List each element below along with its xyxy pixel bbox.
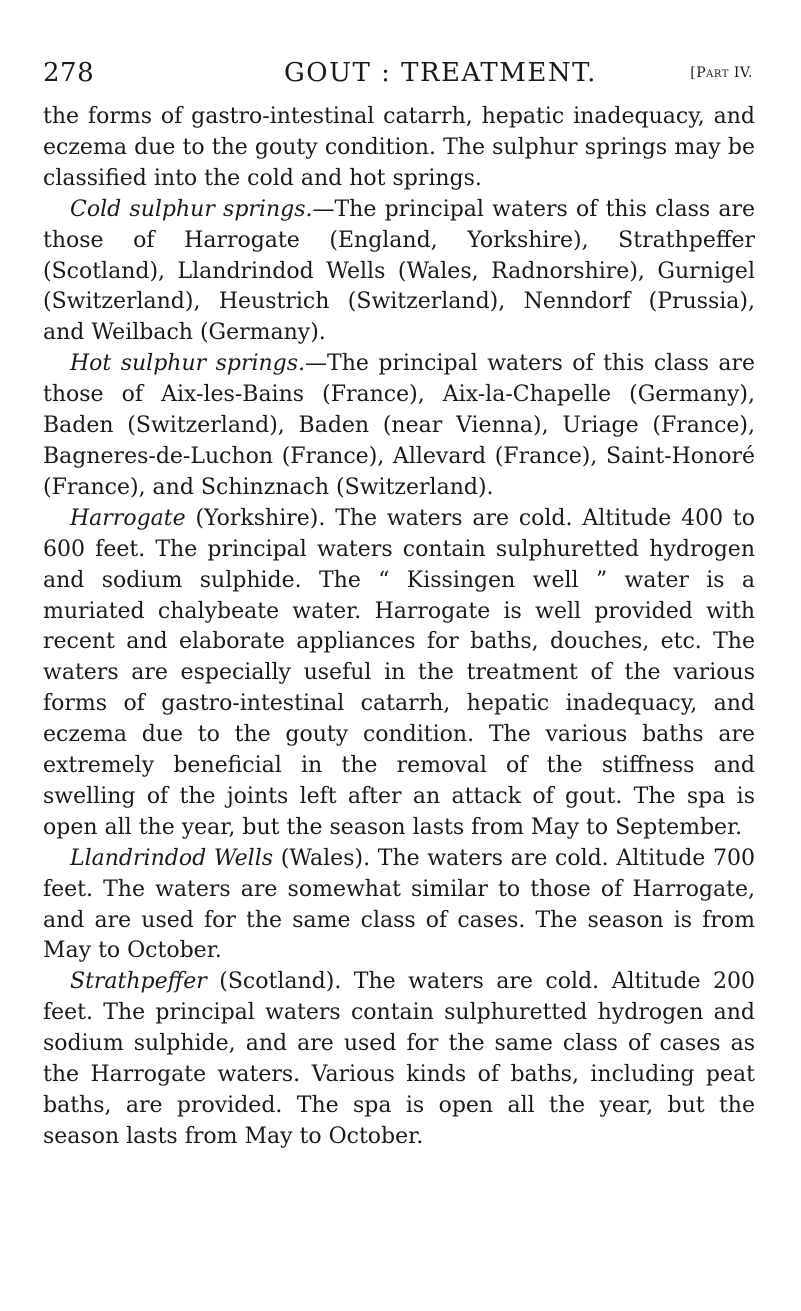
paragraph-text: (Wales). The waters are cold. Altitude 700 feet. The waters are somewhat similar to those of Harrogate, and are used for the same class of cases. The season is from May to October. <box>43 845 755 964</box>
paragraph-lead: Cold sulphur springs. <box>70 196 313 222</box>
paragraph-continuation <box>43 102 755 195</box>
paragraph-text: (Yorkshire). The waters are cold. Altitude 400 to 600 feet. The principal waters contain sulphuretted hydrogen and sodium sulphide. The “ Kissingen well ” water is a muriated chalybeate water. Harrogate is well provided with recent and elaborate appliances for baths, douches, etc. The waters are especially useful in the treatment of the various forms of gastro-intestinal catarrh, hepatic inadequacy, and eczema due to the gouty condition. The various baths are extremely beneficial in the removal of the stiffness and swelling of the joints left after an attack of gout. The spa is open all the year, but the season lasts from May to September. <box>43 505 755 840</box>
paragraph-lead: Hot sulphur springs. <box>70 351 306 377</box>
paragraph-strathpeffer <box>43 967 755 1152</box>
paragraph-text: (Scotland). The waters are cold. Altitude 200 feet. The principal waters contain sulphuretted hydrogen and sodium sulphide, and are used for the same class of cases as the Harrogate waters. Various kinds of baths, including peat baths, are provided. The spa is open all the year, but the season lasts from May to October. <box>43 969 755 1149</box>
body-text <box>43 102 755 1153</box>
paragraph-text: the forms of gastro-intestinal catarrh, hepatic inadequacy, and eczema due to the gouty condition. The sulphur springs may be classified into the cold and hot springs. <box>43 104 755 191</box>
page-number: 278 <box>43 58 95 88</box>
paragraph-text: —The principal waters of this class are those of Harrogate (England, Yorkshire), Strathpeffer (Scotland), Llandrindod Wells (Wales, Radnorshire), Gurnigel (Switzerland), Heustrich (Switzerland), Nenndorf (Prussia), and Weilbach (Germany). <box>43 196 756 346</box>
paragraph-lead: Llandrindod Wells <box>70 845 274 871</box>
running-title: GOUT : TREATMENT. <box>284 58 597 88</box>
paragraph-cold-sulphur-springs <box>43 195 755 350</box>
paragraph-hot-sulphur-springs <box>43 349 755 504</box>
part-label: [Part IV. <box>690 65 753 81</box>
paragraph-text: —The principal waters of this class are those of Aix-les-Bains (France), Aix-la-Chapelle (Germany), Baden (Switzerland), Baden (near Vienna), Uriage (France), Bagneres-de-Luchon (France), Allevard (France), Saint-Honoré (France), and Schinznach (Switzerland). <box>43 351 755 500</box>
paragraph-harrogate <box>43 504 755 844</box>
running-header <box>43 58 753 94</box>
paragraph-lead: Harrogate <box>70 505 186 531</box>
paragraph-lead: Strathpeffer <box>70 969 207 995</box>
paragraph-llandrindod-wells <box>43 844 755 968</box>
